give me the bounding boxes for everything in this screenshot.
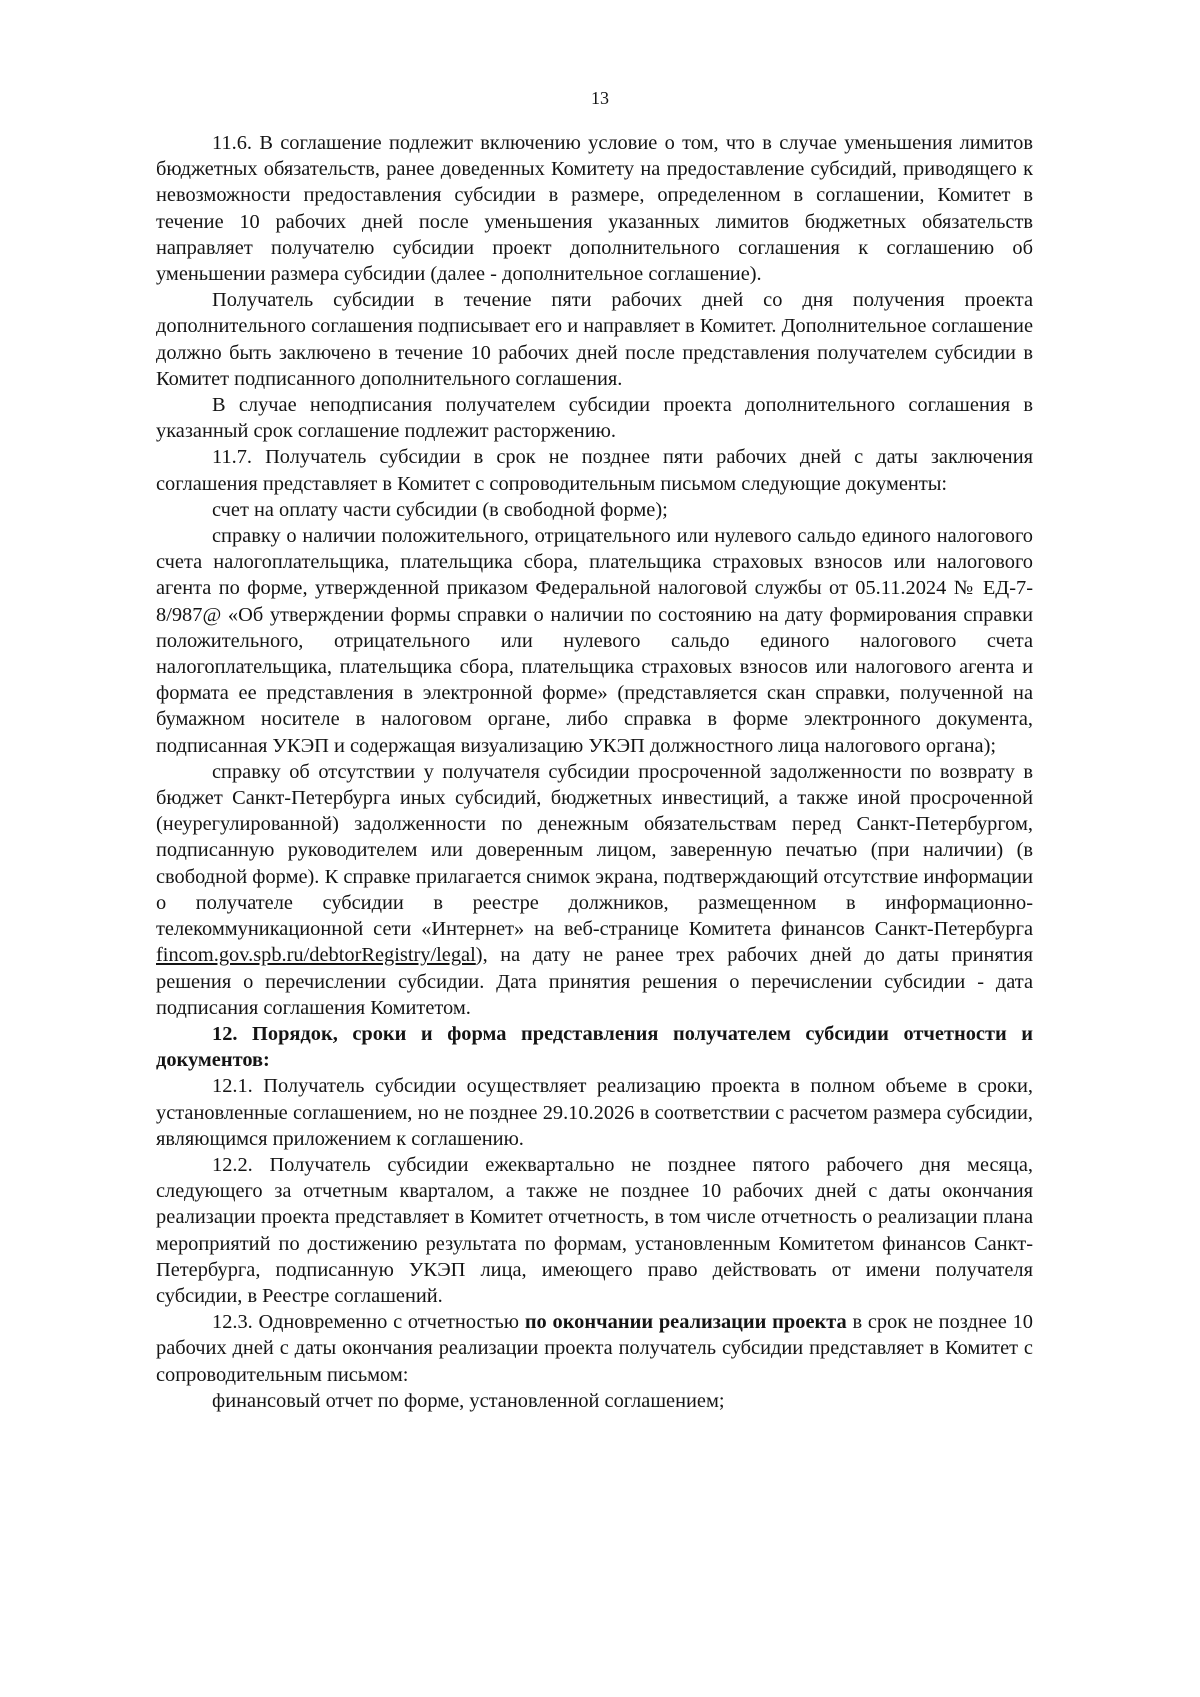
debt-certificate-text: справку об отсутствии у получателя субсидии просроченной задолженности по возврату в бюджет Санкт-Петербурга иных субсидий, бюджетных инвестиций, а также иной просроченной (неурегулированной) задолженности по денежным обязательствам перед Санкт-Петербургом, подписанную руководителем или доверенным лицом, заверенную печатью (при наличии) (в свободной форме). К справке прилагается снимок экрана, подтверждающий отсутствие информации о получателе субсидии в реестре должников, размещенном в информационно-телекоммуникационной сети «Интернет» на веб-странице Комитета финансов Санкт-Петербурга: [156, 760, 1033, 941]
list-item-tax-certificate: справку о наличии положительного, отрицательного или нулевого сальдо единого налогового счета налогоплательщика, плательщика сбора, плательщика страховых взносов или налогового агента по форме, утвержденной приказом Федеральной налоговой службы от 05.11.2024 № ЕД-7-8/987@ «Об утверждении формы справки о наличии по состоянию на дату формирования справки положительного, отрицательного или нулевого сальдо единого налогового счета налогоплательщика, плательщика сбора, плательщика страховых взносов или налогового агента и формата ее представления в электронной форме» (представляется скан справки, полученной на бумажном носителе в налоговом органе, либо справка в форме электронного документа, подписанная УКЭП и содержащая визуализацию УКЭП должностного лица налогового органа);: [156, 525, 1033, 757]
debt-certificate-text-end: ), на дату не ранее трех рабочих дней до даты принятия решения о перечислении субсидии. Дата принятия решения о перечислении субсидии - дата подписания соглашения Комитетом.: [156, 944, 1033, 1019]
section-12-heading: 12. Порядок, сроки и форма представления получателем субсидии отчетности и документов:: [156, 1022, 1033, 1072]
document-body: [156, 130, 1033, 1414]
paragraph-termination: В случае неподписания получателем субсидии проекта дополнительного соглашения в указанный срок соглашение подлежит расторжению.: [156, 394, 1033, 443]
debtor-registry-link[interactable]: fincom.gov.spb.ru/debtorRegistry/legal: [156, 944, 476, 967]
list-item-invoice: счет на оплату части субсидии (в свободной форме);: [212, 498, 668, 521]
list-item-debt-certificate: [156, 759, 1033, 1021]
paragraph-12-2: 12.2. Получатель субсидии ежеквартально не позднее пятого рабочего дня месяца, следующего за отчетным кварталом, а также не позднее 10 рабочих дней с даты окончания реализации проекта представляет в Комитет отчетность, в том числе отчетность о реализации плана мероприятий по достижению результата по формам, установленным Комитетом финансов Санкт-Петербурга, подписанную УКЭП лица, имеющего право действовать от имени получателя субсидии, в Реестре соглашений.: [156, 1153, 1033, 1307]
paragraph-12-3-end: в срок не позднее 10 рабочих дней с даты окончания реализации проекта получатель субсидии представляет в Комитет с сопроводительным письмом:: [156, 1311, 1034, 1386]
paragraph-12-3: [156, 1309, 1033, 1388]
paragraph-11-6: 11.6. В соглашение подлежит включению условие о том, что в случае уменьшения лимитов бюджетных обязательств, ранее доведенных Комитету на предоставление субсидий, приводящего к невозможности предоставления субсидии в размере, определенном в соглашении, Комитет в течение 10 рабочих дней после уменьшения указанных лимитов бюджетных обязательств направляет получателю субсидии проект дополнительного соглашения к соглашению об уменьшении размера субсидии (далее - дополнительное соглашение).: [156, 132, 1033, 286]
page-number: 13: [591, 88, 609, 108]
paragraph-12-1: 12.1. Получатель субсидии осуществляет реализацию проекта в полном объеме в сроки, установленные соглашением, но не позднее 29.10.2026 в соответствии с расчетом размера субсидии, являющимся приложением к соглашению.: [156, 1075, 1033, 1150]
list-item-financial-report: финансовый отчет по форме, установленной соглашением;: [212, 1389, 725, 1412]
paragraph-12-3-emphasis: по окончании реализации проекта: [524, 1311, 847, 1334]
paragraph-signing-deadline: Получатель субсидии в течение пяти рабочих дней со дня получения проекта дополнительного соглашения подписывает его и направляет в Комитет. Дополнительное соглашение должно быть заключено в течение 10 рабочих дней после представления получателем субсидии в Комитет подписанного дополнительного соглашения.: [156, 289, 1033, 390]
paragraph-11-7: 11.7. Получатель субсидии в срок не позднее пяти рабочих дней с даты заключения соглашения представляет в Комитет с сопроводительным письмом следующие документы:: [156, 446, 1033, 495]
paragraph-12-3-start: 12.3. Одновременно с отчетностью: [212, 1311, 525, 1334]
